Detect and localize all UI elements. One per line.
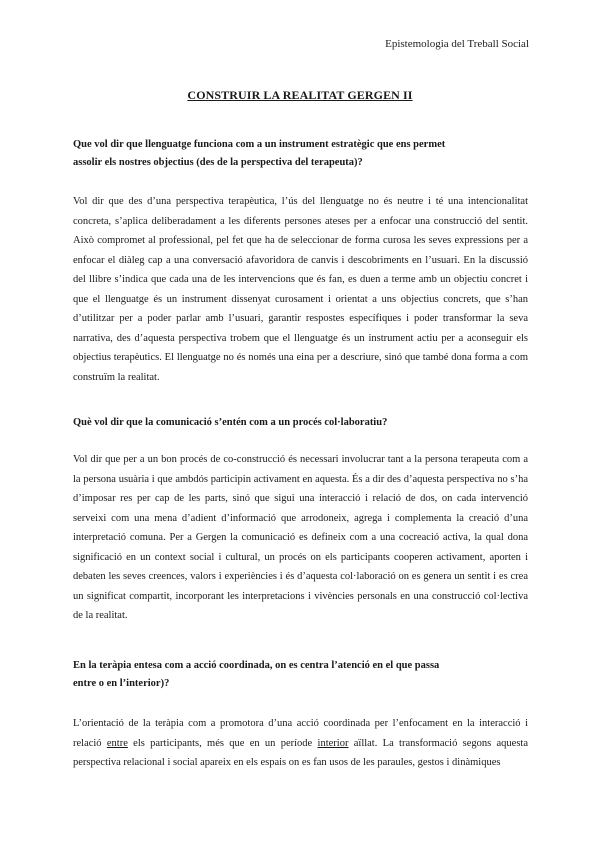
answer-2-paragraph: Vol dir que per a un bon procés de co-construcció és necessari involucrar tant a la persona terapeuta com a la persona usuària i que ambdós participin activament en aquesta. És a dir des d’aquesta perspectiva no s’ha d’imposar res per cap de les parts, sinó que sigui una interacció i relació de dos, on cada intervenció serveixi com una mena d’adient d’informació que arrodoneix, agrega i complementa la creació d’una interpretació comuna. Per a Gergen la comunicació es defineix com a una cocreació activa, la qual dona significació en un context social i cultural, un procés on els participants cooperen activament, aporten i debaten les seves creences, valors i experiències i és d’aquesta col·laboració on es genera un sentit i es crea un significat compartit, incorporant les interpretacions i vivències personals en una construcció col·lectiva de la realitat. [73, 454, 528, 621]
answer-3-text-part-3: aïllat. La transformació segons aquesta perspectiva relacional i social apareix en els espais on es fan usos de les paraules, gestos i dinàmiques [73, 737, 529, 768]
answer-3-text-part-2: els participants, més que en un període [127, 737, 318, 749]
question-3 [73, 657, 533, 693]
question-1-line-1: Que vol dir que llenguatge funciona com a un instrument estratègic que ens permet [73, 139, 446, 150]
answer-3-text-part-1: L’orientació de la teràpia com a promotora d’una acció coordinada per l’enfocament en la interacció i relació [73, 718, 528, 749]
underlined-word-entre: entre [106, 737, 128, 749]
question-2: Què vol dir que la comunicació s’entén com a un procés col·laboratiu? [73, 417, 388, 428]
running-header: Epistemologia del Treball Social [385, 38, 529, 50]
question-3-line-2: entre o en l’interior)? [73, 678, 170, 689]
underlined-word-interior: interior [317, 737, 349, 749]
document-title: CONSTRUIR LA REALITAT GERGEN II [187, 88, 413, 102]
question-3-line-1: En la teràpia entesa com a acció coordinada, on es centra l’atenció en el que passa [73, 660, 440, 671]
question-1-line-2: assolir els nostres objectius (des de la perspectiva del terapeuta)? [73, 157, 363, 168]
answer-3-paragraph [73, 714, 528, 773]
answer-1-paragraph: Vol dir que des d’una perspectiva terapèutica, l’ús del llenguatge no és neutre i té una intencionalitat concreta, s’aplica deliberadament a les diferents persones ateses per a enfocar una construcció del sentit. Això compromet al professional, pel fet que ha de seleccionar de forma curosa les seves expressions per a enfocar el diàleg cap a una conversació afavoridora de canvis i descobriments en l’usuari. En la discussió del llibre s’indica que cada una de les intervencions que és fan, es duen a terme amb un objectiu concret i que el llenguatge és un instrument dissenyat curosament i orientat a uns objectius concrets, que s’han d’utilitzar per a poder parlar amb l’usuari, garantir respostes específiques i poder transformar la seva narrativa, des d’aquesta perspectiva trobem que el llenguatge és un instrument actiu per a aconseguir els objectius terapèutics. El llenguatge no és només una eina per a descriure, sinó que també dona forma a com construïm la realitat. [73, 196, 528, 383]
question-1 [73, 136, 533, 172]
